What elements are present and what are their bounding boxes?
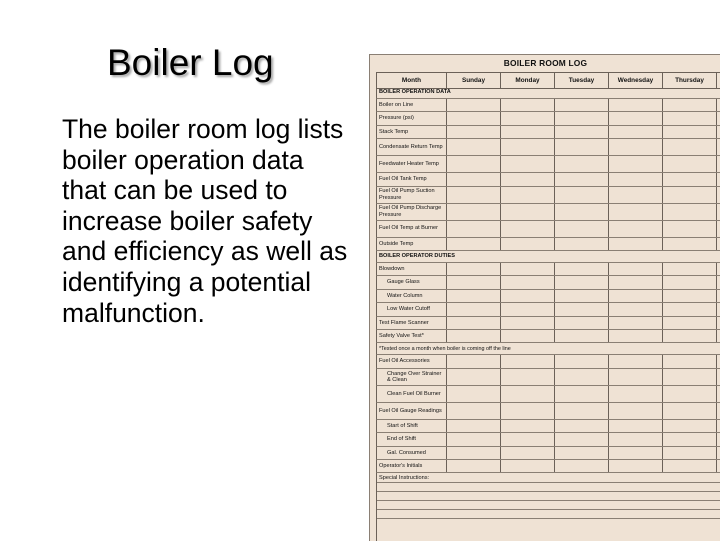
entry-cell[interactable] [609, 290, 663, 302]
entry-cell[interactable] [663, 221, 717, 237]
entry-cell[interactable] [663, 317, 717, 329]
entry-cell[interactable] [555, 238, 609, 250]
log-row [376, 238, 720, 251]
writing-line[interactable] [377, 500, 720, 501]
writing-line[interactable] [377, 509, 720, 510]
entry-cell[interactable] [447, 187, 501, 203]
entry-cell[interactable] [663, 204, 717, 220]
row-label: Low Water Cutoff [377, 303, 447, 315]
entry-cell[interactable] [447, 433, 501, 445]
entry-cell[interactable] [555, 173, 609, 185]
entry-cell[interactable] [663, 276, 717, 288]
slide-title: Boiler Log [107, 42, 274, 83]
entry-cell[interactable] [501, 263, 555, 275]
row-label: Fuel Oil Pump Suction Pressure [377, 187, 447, 203]
entry-cell[interactable] [609, 460, 663, 472]
entry-cell[interactable] [447, 303, 501, 315]
log-row [376, 263, 720, 276]
entry-cell[interactable] [663, 238, 717, 250]
log-row [376, 317, 720, 330]
entry-cell[interactable] [609, 330, 663, 342]
row-label: Fuel Oil Pump Discharge Pressure [377, 204, 447, 220]
entry-cell[interactable] [501, 126, 555, 138]
entry-cell[interactable] [555, 290, 609, 302]
log-row [376, 447, 720, 460]
row-label: Blowdown [377, 263, 447, 275]
entry-cell[interactable] [501, 317, 555, 329]
entry-cell[interactable] [447, 173, 501, 185]
entry-cell[interactable] [609, 99, 663, 111]
entry-cell[interactable] [501, 403, 555, 419]
entry-cell[interactable] [555, 187, 609, 203]
entry-cell[interactable] [555, 386, 609, 402]
entry-cell[interactable] [447, 238, 501, 250]
entry-cell[interactable] [447, 276, 501, 288]
log-row [376, 369, 720, 386]
entry-cell[interactable] [501, 99, 555, 111]
entry-cell[interactable] [555, 317, 609, 329]
row-label: Fuel Oil Tank Temp [377, 173, 447, 185]
entry-cell[interactable] [447, 355, 501, 367]
entry-cell[interactable] [501, 447, 555, 459]
header-thursday: Thursday [663, 73, 717, 88]
entry-cell[interactable] [663, 112, 717, 124]
entry-cell[interactable] [447, 403, 501, 419]
entry-cell[interactable] [663, 447, 717, 459]
entry-cell[interactable] [555, 403, 609, 419]
special-instructions-label: Special Instructions: [379, 475, 430, 482]
log-row [376, 386, 720, 403]
entry-cell[interactable] [555, 139, 609, 155]
row-label: Feedwater Heater Temp [377, 156, 447, 172]
writing-line[interactable] [377, 491, 720, 492]
section-heading [376, 87, 720, 99]
entry-cell[interactable] [663, 330, 717, 342]
log-row [376, 187, 720, 204]
log-row [376, 276, 720, 289]
entry-cell[interactable] [501, 460, 555, 472]
entry-cell[interactable] [609, 139, 663, 155]
entry-cell[interactable] [609, 276, 663, 288]
row-label: BOILER OPERATOR DUTIES [379, 253, 455, 260]
writing-line[interactable] [377, 518, 720, 519]
entry-cell[interactable] [555, 156, 609, 172]
entry-cell[interactable] [663, 403, 717, 419]
entry-cell[interactable] [663, 355, 717, 367]
entry-cell[interactable] [663, 420, 717, 432]
entry-cell[interactable] [609, 221, 663, 237]
entry-cell[interactable] [609, 369, 663, 385]
entry-cell[interactable] [555, 420, 609, 432]
row-label: Test Flame Scanner [377, 317, 447, 329]
entry-cell[interactable] [447, 99, 501, 111]
header-wednesday: Wednesday [609, 73, 663, 88]
header-monday: Monday [501, 73, 555, 88]
entry-cell[interactable] [501, 355, 555, 367]
entry-cell[interactable] [555, 369, 609, 385]
entry-cell[interactable] [555, 303, 609, 315]
header-tuesday: Tuesday [555, 73, 609, 88]
row-label: Gauge Glass [377, 276, 447, 288]
entry-cell[interactable] [609, 156, 663, 172]
entry-cell[interactable] [663, 156, 717, 172]
entry-cell[interactable] [501, 112, 555, 124]
entry-cell[interactable] [663, 139, 717, 155]
log-row [376, 355, 720, 368]
log-row [376, 112, 720, 125]
entry-cell[interactable] [555, 126, 609, 138]
entry-cell[interactable] [501, 433, 555, 445]
entry-cell[interactable] [555, 263, 609, 275]
special-instructions [376, 473, 720, 541]
log-row [376, 290, 720, 303]
row-label: Pressure (psi) [377, 112, 447, 124]
log-row [376, 156, 720, 173]
entry-cell[interactable] [555, 460, 609, 472]
entry-cell[interactable] [609, 238, 663, 250]
log-row [376, 330, 720, 343]
entry-cell[interactable] [501, 290, 555, 302]
row-label: Water Column [377, 290, 447, 302]
entry-cell[interactable] [501, 330, 555, 342]
row-label: Stack Temp [377, 126, 447, 138]
row-label: Gal. Consumed [377, 447, 447, 459]
row-label: *Tested once a month when boiler is coming off the line [379, 345, 511, 352]
entry-cell[interactable] [447, 420, 501, 432]
entry-cell[interactable] [501, 221, 555, 237]
log-row [376, 420, 720, 433]
entry-cell[interactable] [609, 386, 663, 402]
entry-cell[interactable] [501, 303, 555, 315]
entry-cell[interactable] [501, 386, 555, 402]
log-row [376, 460, 720, 473]
entry-cell[interactable] [501, 420, 555, 432]
entry-cell[interactable] [447, 330, 501, 342]
entry-cell[interactable] [555, 221, 609, 237]
entry-cell[interactable] [609, 263, 663, 275]
row-label: Fuel Oil Gauge Readings [377, 403, 447, 419]
entry-cell[interactable] [609, 173, 663, 185]
entry-cell[interactable] [555, 204, 609, 220]
entry-cell[interactable] [609, 403, 663, 419]
entry-cell[interactable] [609, 317, 663, 329]
entry-cell[interactable] [447, 386, 501, 402]
row-label: Operator's Initials [377, 460, 447, 472]
entry-cell[interactable] [447, 139, 501, 155]
entry-cell[interactable] [609, 187, 663, 203]
row-label: Start of Shift [377, 420, 447, 432]
entry-cell[interactable] [609, 112, 663, 124]
entry-cell[interactable] [447, 290, 501, 302]
boiler-room-log-form [369, 54, 720, 541]
entry-cell[interactable] [501, 369, 555, 385]
row-label: Safety Valve Test* [377, 330, 447, 342]
entry-cell[interactable] [663, 290, 717, 302]
entry-cell[interactable] [501, 156, 555, 172]
entry-cell[interactable] [447, 204, 501, 220]
entry-cell[interactable] [555, 112, 609, 124]
entry-cell[interactable] [447, 221, 501, 237]
entry-cell[interactable] [663, 126, 717, 138]
row-label: BOILER OPERATION DATA [379, 89, 451, 96]
entry-cell[interactable] [501, 139, 555, 155]
log-row [376, 139, 720, 156]
entry-cell[interactable] [609, 355, 663, 367]
entry-cell[interactable] [447, 447, 501, 459]
entry-cell[interactable] [609, 126, 663, 138]
row-label: Change Over Strainer & Clean [377, 369, 447, 385]
entry-cell[interactable] [663, 369, 717, 385]
entry-cell[interactable] [663, 99, 717, 111]
entry-cell[interactable] [609, 204, 663, 220]
entry-cell[interactable] [555, 433, 609, 445]
entry-cell[interactable] [609, 433, 663, 445]
entry-cell[interactable] [555, 355, 609, 367]
entry-cell[interactable] [447, 112, 501, 124]
entry-cell[interactable] [663, 187, 717, 203]
log-row [376, 204, 720, 221]
row-label: Outside Temp [377, 238, 447, 250]
entry-cell[interactable] [609, 447, 663, 459]
entry-cell[interactable] [501, 276, 555, 288]
header-month: Month [377, 73, 447, 88]
writing-line[interactable] [377, 482, 720, 483]
entry-cell[interactable] [447, 317, 501, 329]
entry-cell[interactable] [501, 238, 555, 250]
log-row [376, 303, 720, 316]
entry-cell[interactable] [555, 276, 609, 288]
row-label: Condensate Return Temp [377, 139, 447, 155]
entry-cell[interactable] [555, 447, 609, 459]
section-heading [376, 251, 720, 263]
entry-cell[interactable] [447, 156, 501, 172]
entry-cell[interactable] [663, 263, 717, 275]
entry-cell[interactable] [447, 126, 501, 138]
entry-cell[interactable] [663, 386, 717, 402]
entry-cell[interactable] [501, 187, 555, 203]
entry-cell[interactable] [663, 303, 717, 315]
entry-cell[interactable] [501, 173, 555, 185]
entry-cell[interactable] [501, 204, 555, 220]
footnote-row [376, 343, 720, 355]
log-title: BOILER ROOM LOG [503, 58, 588, 68]
entry-cell[interactable] [663, 460, 717, 472]
row-label: Fuel Oil Accessories [377, 355, 447, 367]
row-label: End of Shift [377, 433, 447, 445]
log-row [376, 221, 720, 238]
log-row [376, 433, 720, 446]
entry-cell[interactable] [663, 173, 717, 185]
log-row [376, 173, 720, 186]
entry-cell[interactable] [447, 460, 501, 472]
row-label: Fuel Oil Temp at Burner [377, 221, 447, 237]
log-row [376, 403, 720, 420]
entry-cell[interactable] [555, 99, 609, 111]
row-label: Clean Fuel Oil Burner [377, 386, 447, 402]
header-sunday: Sunday [447, 73, 501, 88]
entry-cell[interactable] [609, 420, 663, 432]
entry-cell[interactable] [447, 369, 501, 385]
row-label: Boiler on Line [377, 99, 447, 111]
slide-body-text: The boiler room log lists boiler operation data that can be used to increase boiler safety and efficiency as well as identifying a potential malfunction. [62, 114, 348, 328]
entry-cell[interactable] [447, 263, 501, 275]
entry-cell[interactable] [609, 303, 663, 315]
entry-cell[interactable] [663, 433, 717, 445]
entry-cell[interactable] [555, 330, 609, 342]
log-row [376, 99, 720, 112]
log-row [376, 126, 720, 139]
